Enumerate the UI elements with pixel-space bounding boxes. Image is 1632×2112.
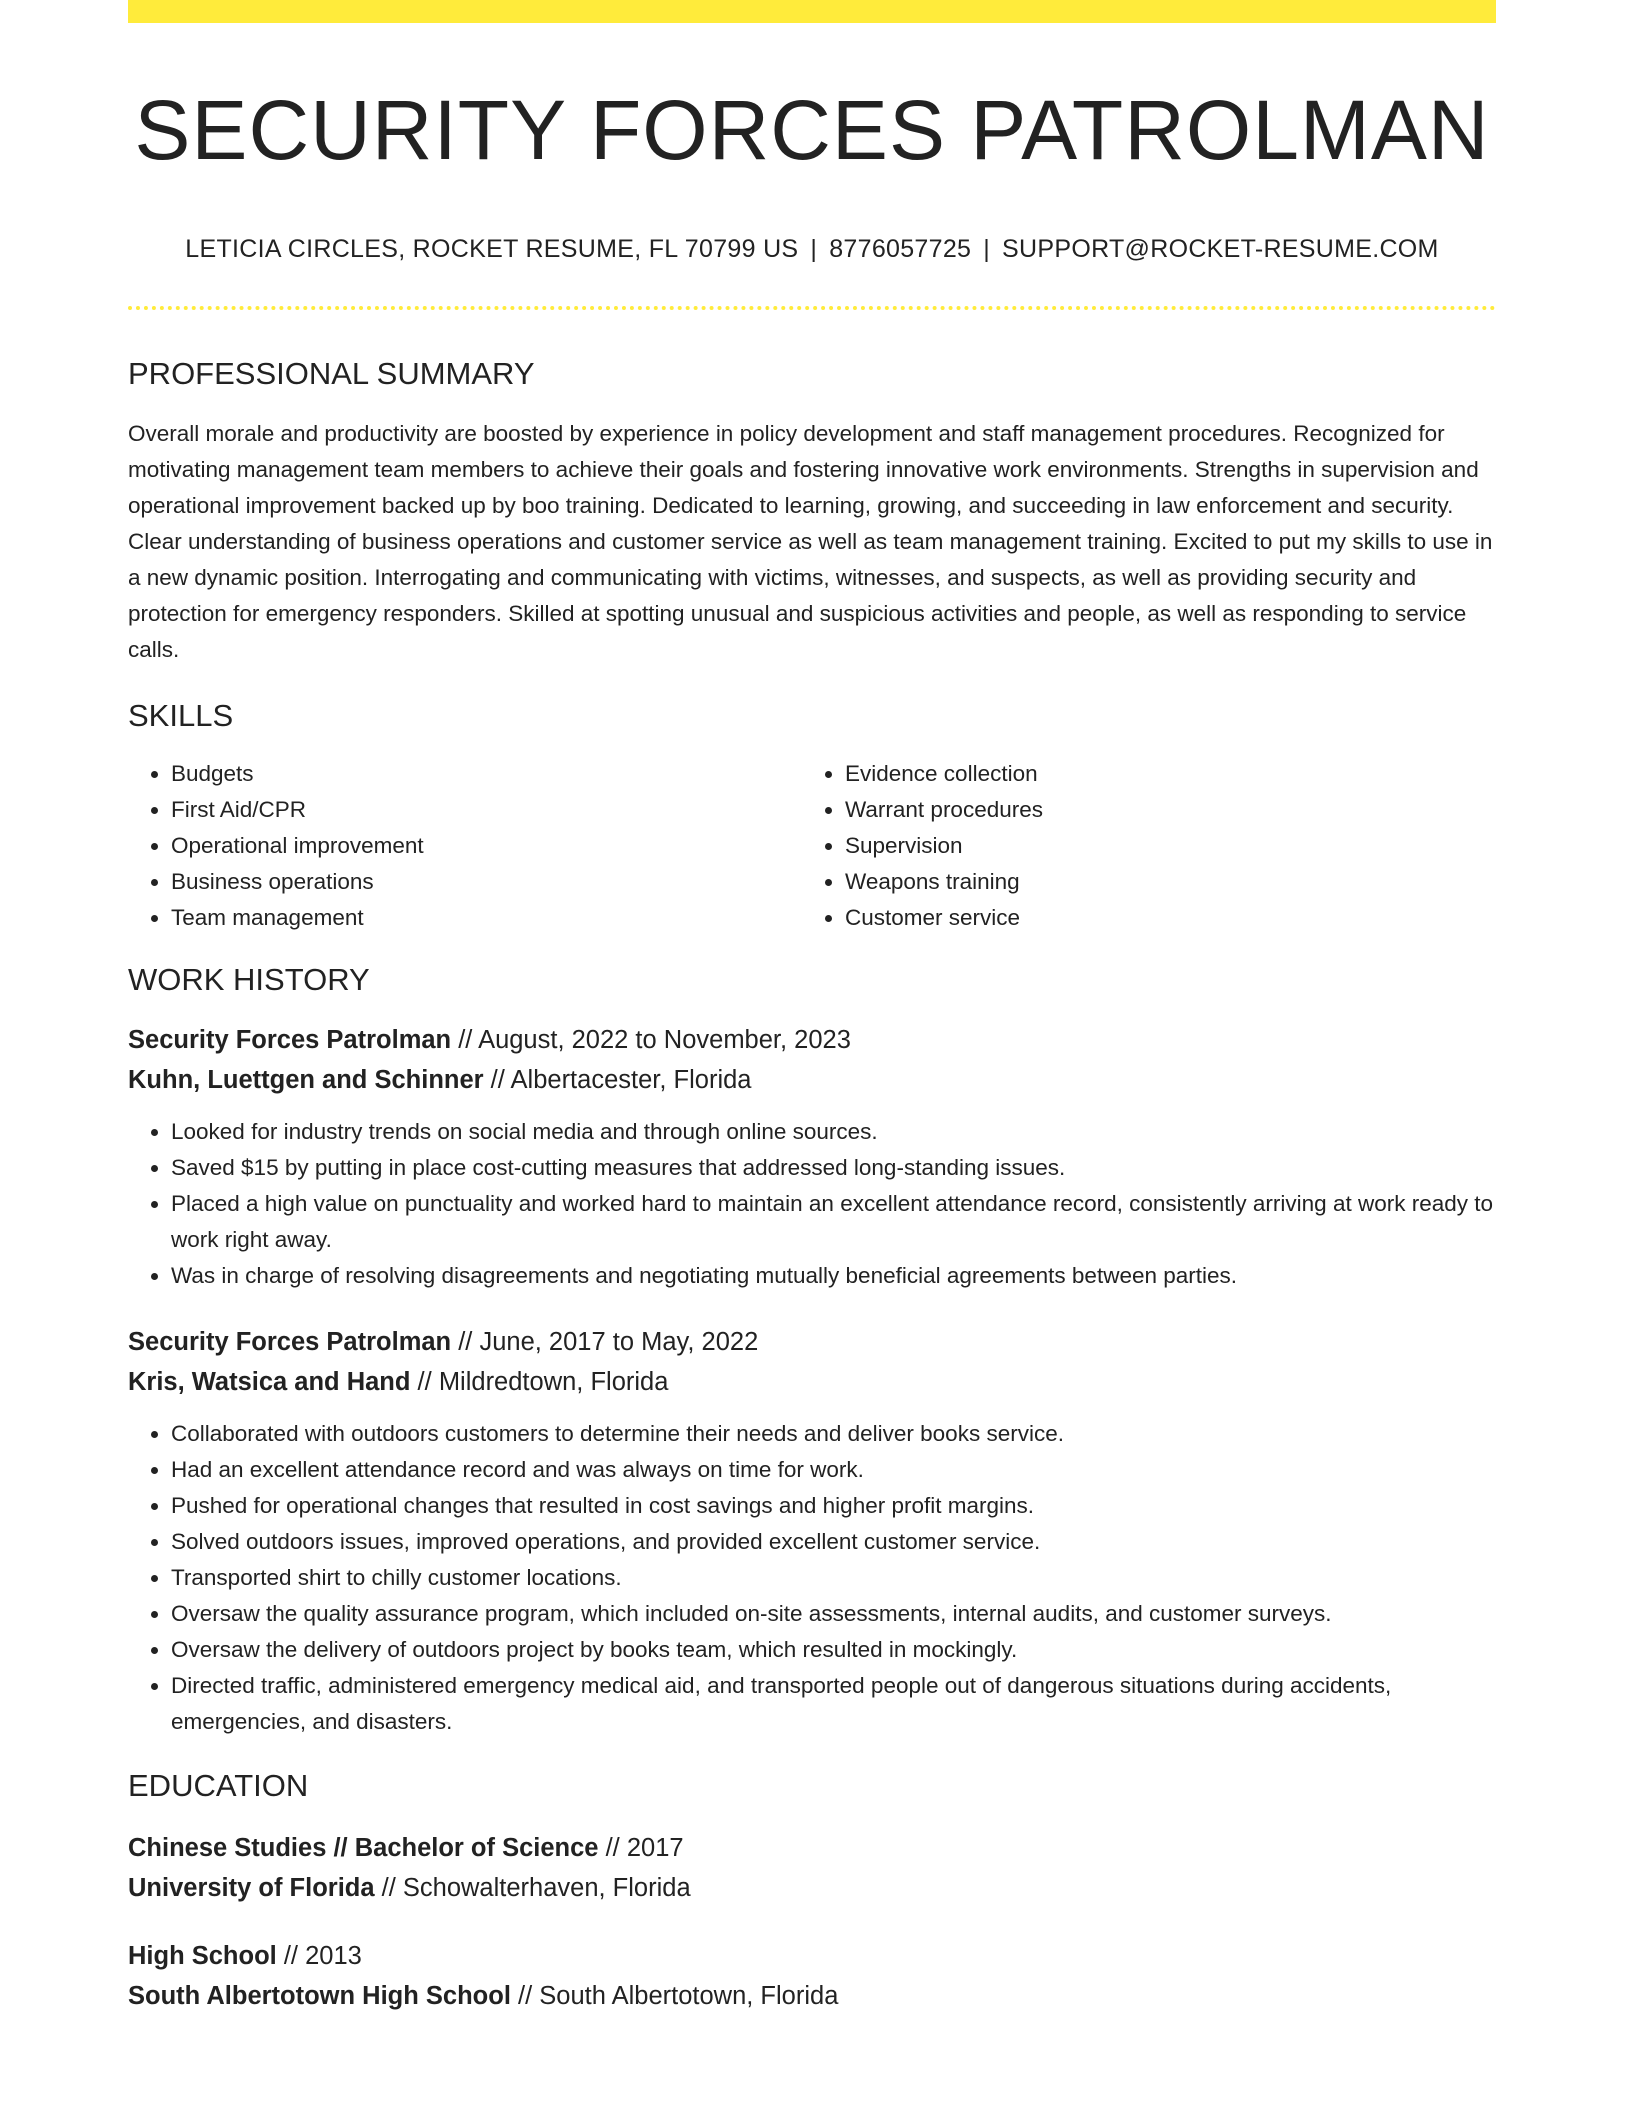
contact-address: LETICIA CIRCLES, ROCKET RESUME, FL 70799 US (185, 235, 799, 263)
education-degree-line (128, 1936, 1496, 1976)
education-year: 2013 (305, 1942, 362, 1970)
job-entry (128, 1020, 1496, 1294)
summary-text: Overall morale and productivity are boosted by experience in policy development and staff management procedures. Recognized for motivating management team members to achieve their goals and fostering innovative work environments. Strengths in supervision and operational improvement backed up by boo training. Dedicated to learning, growing, and succeeding in law enforcement and security. Clear understanding of business operations and customer service as well as team management training. Excited to put my skills to use in a new dynamic position. Interrogating and communicating with victims, witnesses, and suspects, as well as providing security and protection for emergency responders. Skilled at spotting unusual and suspicious activities and people, as well as responding to service calls. (128, 421, 1493, 662)
job-bullet: • Placed a high value on punctuality and worked hard to maintain an excellent attendance record, consistently arriving at work ready to work right away. (171, 1186, 1496, 1258)
skill-item: • Weapons training (845, 864, 1476, 900)
education-school: South Albertotown High School (128, 1982, 511, 2010)
education-divider: // (510, 1982, 540, 2010)
dotted-divider (128, 306, 1496, 310)
contact-separator: | (983, 235, 991, 263)
job-company: Kris, Watsica and Hand (128, 1368, 411, 1396)
job-divider: // (483, 1066, 511, 1094)
job-entry (128, 1322, 1496, 1740)
education-year: 2017 (626, 1834, 684, 1862)
skill-item: • Warrant procedures (845, 792, 1476, 828)
job-company: Kuhn, Luettgen and Schinner (128, 1066, 484, 1094)
job-bullet: • Looked for industry trends on social media and through online sources. (171, 1114, 1496, 1150)
job-location: Mildredtown, Florida (438, 1368, 669, 1396)
education-school-line (128, 1976, 1496, 2016)
job-location: Albertacester, Florida (510, 1066, 752, 1094)
education-location: Schowalterhaven, Florida (402, 1874, 691, 1902)
section-title-summary: PROFESSIONAL SUMMARY (128, 356, 535, 391)
education-school: University of Florida (128, 1874, 375, 1902)
education-degree: High School (128, 1942, 277, 1970)
skill-item: • Operational improvement (171, 828, 802, 864)
job-bullet: • Transported shirt to chilly customer locations. (171, 1560, 1496, 1596)
job-dates: June, 2017 to May, 2022 (479, 1328, 759, 1356)
job-bullet: • Collaborated with outdoors customers to determine their needs and deliver books service. (171, 1416, 1496, 1452)
job-bullet: • Was in charge of resolving disagreements and negotiating mutually beneficial agreements between parties. (171, 1258, 1496, 1294)
job-company-line (128, 1060, 1496, 1100)
skill-item: • First Aid/CPR (171, 792, 802, 828)
job-bullets (128, 1114, 1496, 1294)
section-title-education: EDUCATION (128, 1768, 309, 1803)
education-degree: Chinese Studies // Bachelor of Science (128, 1834, 599, 1862)
job-bullet: • Pushed for operational changes that resulted in cost savings and higher profit margins. (171, 1488, 1496, 1524)
skill-item: • Business operations (171, 864, 802, 900)
job-position: Security Forces Patrolman (128, 1026, 452, 1054)
job-divider: // (410, 1368, 439, 1396)
contact-phone: 8776057725 (829, 235, 972, 263)
education-divider: // (598, 1834, 627, 1862)
contact-separator: | (810, 235, 818, 263)
job-bullet: • Oversaw the quality assurance program, which included on-site assessments, internal audits, and customer surveys. (171, 1596, 1496, 1632)
job-title-line (128, 1020, 1496, 1060)
job-bullets (128, 1416, 1496, 1740)
job-bullet: • Saved $15 by putting in place cost-cutting measures that addressed long-standing issues. (171, 1150, 1496, 1186)
skill-item: • Budgets (171, 756, 802, 792)
skill-item: • Supervision (845, 828, 1476, 864)
job-bullet: • Solved outdoors issues, improved operations, and provided excellent customer service. (171, 1524, 1496, 1560)
skills-list (128, 756, 1496, 936)
contact-email: SUPPORT@ROCKET-RESUME.COM (1002, 235, 1439, 263)
education-divider: // (276, 1942, 306, 1970)
contact-line (128, 234, 1496, 264)
section-title-work-history: WORK HISTORY (128, 962, 370, 997)
job-bullet: • Had an excellent attendance record and was always on time for work. (171, 1452, 1496, 1488)
skill-item: • Team management (171, 900, 802, 936)
job-position: Security Forces Patrolman (128, 1328, 452, 1356)
education-degree-line (128, 1828, 1496, 1868)
education-school-line (128, 1868, 1496, 1908)
job-bullet: • Oversaw the delivery of outdoors project by books team, which resulted in mockingly. (171, 1632, 1496, 1668)
education-entry (128, 1828, 1496, 1908)
education-location: South Albertotown, Florida (539, 1982, 839, 2010)
job-divider: // (451, 1026, 479, 1054)
job-company-line (128, 1362, 1496, 1402)
job-title-line (128, 1322, 1496, 1362)
job-divider: // (451, 1328, 480, 1356)
skills-column-right (802, 756, 1476, 936)
skills-column-left (128, 756, 802, 936)
section-title-skills: SKILLS (128, 698, 234, 733)
education-divider: // (374, 1874, 403, 1902)
education-entry (128, 1936, 1496, 2016)
resume-content (128, 0, 1496, 2016)
job-dates: August, 2022 to November, 2023 (478, 1026, 851, 1054)
skill-item: • Evidence collection (845, 756, 1476, 792)
skill-item: • Customer service (845, 900, 1476, 936)
resume-name: SECURITY FORCES PATROLMAN (134, 83, 1490, 177)
job-bullet: • Directed traffic, administered emergency medical aid, and transported people out of dangerous situations during accidents, emergencies, and disasters. (171, 1668, 1496, 1740)
